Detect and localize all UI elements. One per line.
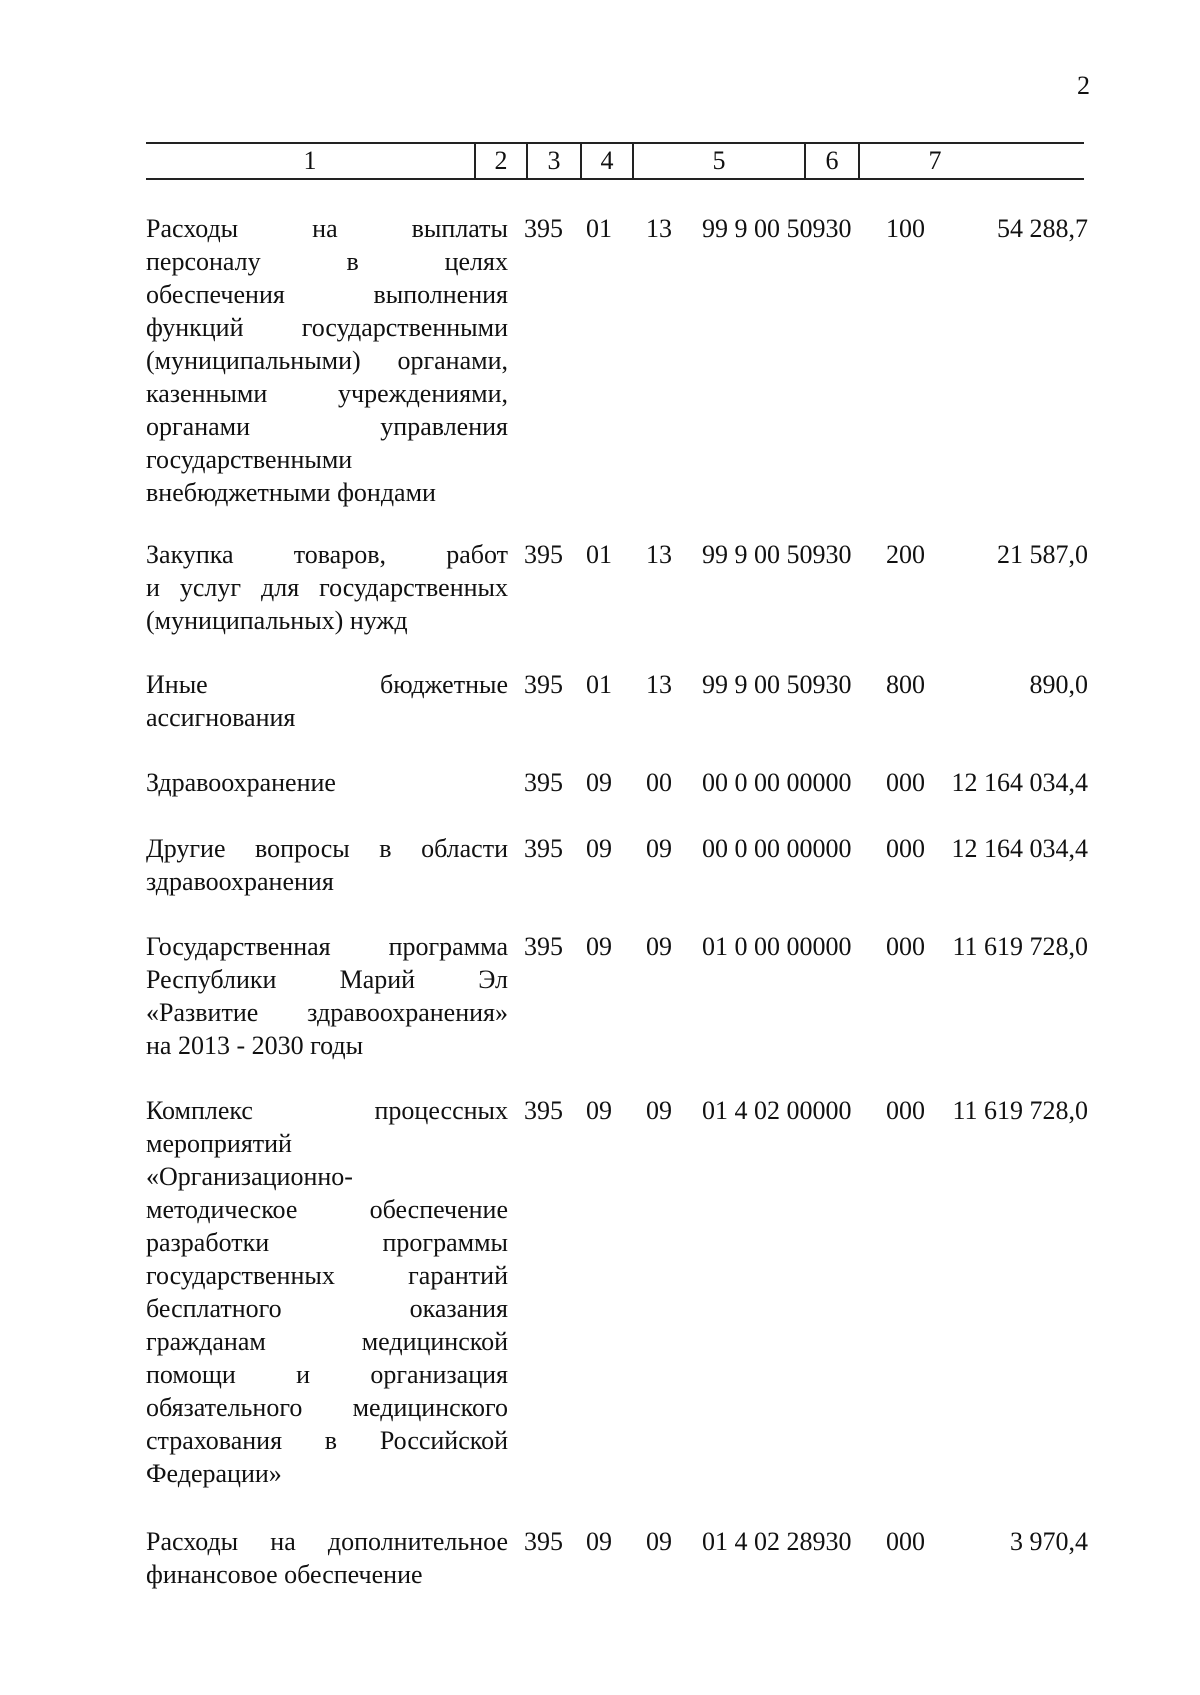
row-c4: 00: [646, 768, 672, 797]
row-c4: 09: [646, 1096, 672, 1125]
row-c4: 09: [646, 834, 672, 863]
row-c5: 00 0 00 00000: [702, 768, 852, 797]
row-name: [146, 766, 508, 799]
budget-table: [146, 142, 1084, 180]
row-name-line: функций государственными: [146, 313, 508, 342]
header-col-7: 7: [928, 146, 942, 175]
row-name-line: методическое обеспечение: [146, 1195, 508, 1224]
row-name-line: «Организационно-: [146, 1162, 353, 1191]
row-c4: 13: [646, 670, 672, 699]
row-c5: 01 4 02 28930: [702, 1527, 852, 1556]
table-header: [146, 142, 1084, 180]
row-name: [146, 1525, 508, 1591]
row-name-line: внебюджетными фондами: [146, 478, 436, 507]
row-c7: 3 970,4: [1010, 1527, 1088, 1556]
row-name-line: органами управления: [146, 412, 508, 441]
row-name-line: обязательного медицинского: [146, 1393, 508, 1422]
row-c5: 99 9 00 50930: [702, 214, 852, 243]
row-name-line: Здравоохранение: [146, 768, 336, 797]
row-name-line: (муниципальными) органами,: [146, 346, 508, 375]
row-c6: 800: [886, 670, 925, 699]
row-name-line: и услуг для государственных: [146, 573, 508, 602]
row-c4: 13: [646, 214, 672, 243]
row-name-line: Комплекс процессных: [146, 1096, 508, 1125]
row-name-line: мероприятий: [146, 1129, 292, 1158]
row-c3: 09: [586, 768, 612, 797]
row-name: [146, 1094, 508, 1490]
row-name-line: Иные бюджетные: [146, 670, 508, 699]
row-name-line: персоналу в целях: [146, 247, 508, 276]
row-name: [146, 212, 508, 509]
row-name: [146, 832, 508, 898]
row-c7: 11 619 728,0: [952, 932, 1088, 961]
row-c2: 395: [524, 1527, 563, 1556]
row-name-line: казенными учреждениями,: [146, 379, 508, 408]
row-c2: 395: [524, 834, 563, 863]
row-c6: 000: [886, 768, 925, 797]
row-c6: 000: [886, 834, 925, 863]
row-name-line: государственных гарантий: [146, 1261, 508, 1290]
row-name-line: Другие вопросы в области: [146, 834, 508, 863]
header-col-5: 5: [712, 146, 726, 175]
row-c5: 99 9 00 50930: [702, 540, 852, 569]
row-c3: 01: [586, 670, 612, 699]
row-name-line: страхования в Российской: [146, 1426, 508, 1455]
row-name-line: Государственная программа: [146, 932, 508, 961]
row-c3: 01: [586, 214, 612, 243]
row-c2: 395: [524, 540, 563, 569]
row-c5: 99 9 00 50930: [702, 670, 852, 699]
header-col-4: 4: [600, 146, 614, 175]
row-c6: 000: [886, 1527, 925, 1556]
row-c7: 12 164 034,4: [951, 834, 1088, 863]
row-c3: 09: [586, 834, 612, 863]
row-c6: 000: [886, 932, 925, 961]
row-c3: 09: [586, 932, 612, 961]
row-c2: 395: [524, 1096, 563, 1125]
row-c2: 395: [524, 768, 563, 797]
row-c4: 13: [646, 540, 672, 569]
row-c5: 01 4 02 00000: [702, 1096, 852, 1125]
row-c2: 395: [524, 214, 563, 243]
row-c4: 09: [646, 1527, 672, 1556]
row-name-line: Расходы на выплаты: [146, 214, 508, 243]
row-name: [146, 668, 508, 734]
header-col-3: 3: [547, 146, 561, 175]
row-name-line: обеспечения выполнения: [146, 280, 508, 309]
row-c3: 01: [586, 540, 612, 569]
row-c4: 09: [646, 932, 672, 961]
row-name-line: «Развитие здравоохранения»: [146, 998, 508, 1027]
row-c6: 100: [886, 214, 925, 243]
row-c7: 54 288,7: [997, 214, 1088, 243]
row-name-line: (муниципальных) нужд: [146, 606, 408, 635]
row-name-line: Федерации»: [146, 1459, 282, 1488]
row-name-line: бесплатного оказания: [146, 1294, 508, 1323]
row-c5: 00 0 00 00000: [702, 834, 852, 863]
row-c6: 000: [886, 1096, 925, 1125]
row-name-line: финансовое обеспечение: [146, 1560, 423, 1589]
row-c5: 01 0 00 00000: [702, 932, 852, 961]
row-name-line: помощи и организация: [146, 1360, 508, 1389]
row-c2: 395: [524, 670, 563, 699]
row-name: [146, 930, 508, 1062]
row-name-line: здравоохранения: [146, 867, 334, 896]
page-number: 2: [1077, 71, 1090, 100]
row-name-line: гражданам медицинской: [146, 1327, 508, 1356]
row-c7: 11 619 728,0: [952, 1096, 1088, 1125]
row-name-line: Республики Марий Эл: [146, 965, 508, 994]
row-c3: 09: [586, 1096, 612, 1125]
row-name: [146, 538, 508, 637]
header-col-2: 2: [494, 146, 508, 175]
row-name-line: на 2013 - 2030 годы: [146, 1031, 364, 1060]
row-c6: 200: [886, 540, 925, 569]
row-c7: 21 587,0: [997, 540, 1088, 569]
header-col-1: 1: [303, 146, 317, 175]
row-name-line: Закупка товаров, работ: [146, 540, 508, 569]
row-name-line: ассигнования: [146, 703, 296, 732]
row-c7: 890,0: [1029, 670, 1088, 699]
row-name-line: разработки программы: [146, 1228, 508, 1257]
row-c7: 12 164 034,4: [951, 768, 1088, 797]
row-c3: 09: [586, 1527, 612, 1556]
row-name-line: государственными: [146, 445, 353, 474]
row-c2: 395: [524, 932, 563, 961]
header-col-6: 6: [825, 146, 839, 175]
row-name-line: Расходы на дополнительное: [146, 1527, 508, 1556]
